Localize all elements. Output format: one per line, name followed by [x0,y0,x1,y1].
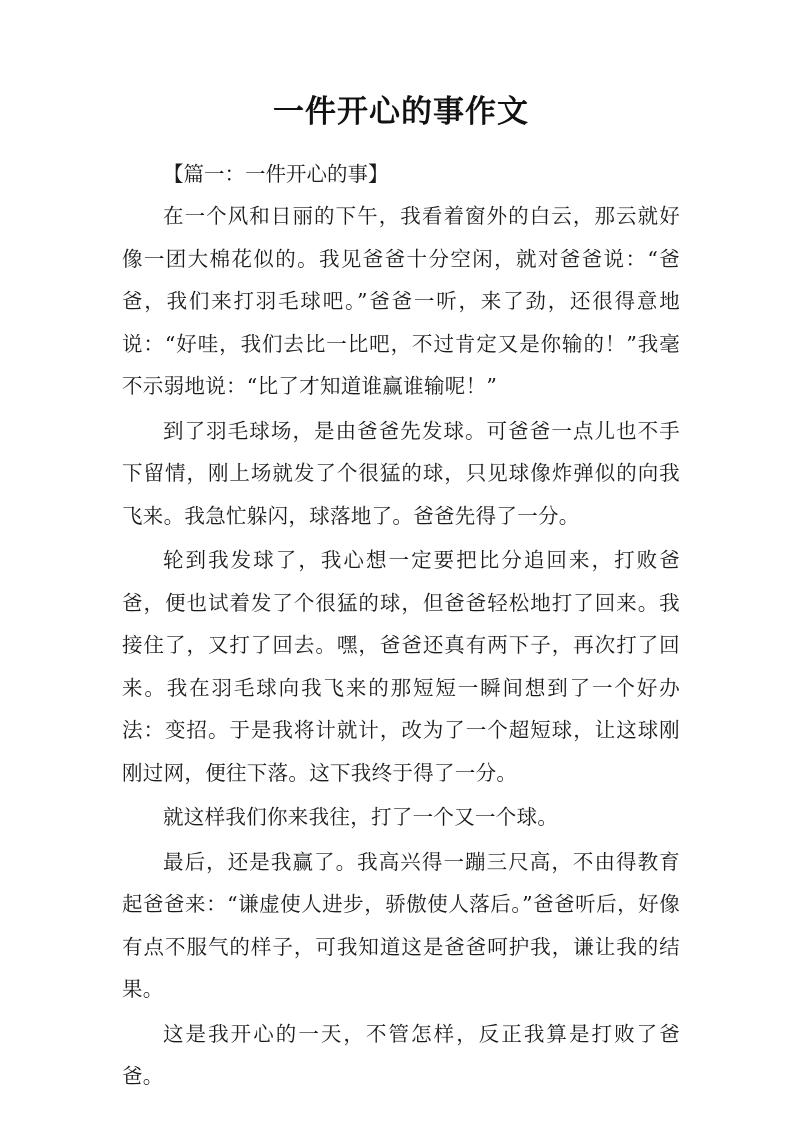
paragraph-3: 轮到我发球了，我心想一定要把比分追回来，打败爸爸，便也试着发了个很猛的球，但爸爸轻松地打了回来。我接住了，又打了回去。嘿，爸爸还真有两下子，再次打了回来。我在羽毛球向我飞来的那短短一瞬间想到了一个好办法：变招。于是我将计就计，改为了一个超短球，让这球刚刚过网，便往下落。这下我终于得了一分。 [122,548,680,785]
document-title: 一件开心的事作文 [273,94,529,130]
paragraph-1: 在一个风和日丽的下午，我看着窗外的白云，那云就好像一团大棉花似的。我见爸爸十分空闲，就对爸爸说：“爸爸，我们来打羽毛球吧。”爸爸一听，来了劲，还很得意地说：“好哇，我们去比一比吧，不过肯定又是你输的！”我毫不示弱地说：“比了才知道谁赢谁输呢！” [122,204,680,398]
section-heading: 【篇一：一件开心的事】 [163,162,389,186]
document-page [122,92,680,1098]
paragraph-5: 最后，还是我赢了。我高兴得一蹦三尺高，不由得教育起爸爸来：“谦虚使人进步，骄傲使人落后。”爸爸听后，好像有点不服气的样子，可我知道这是爸爸呵护我，谦让我的结果。 [122,849,680,1001]
paragraph-4: 就这样我们你来我往，打了一个又一个球。 [163,805,559,829]
paragraph-2: 到了羽毛球场，是由爸爸先发球。可爸爸一点儿也不手下留情，刚上场就发了个很猛的球，只见球像炸弹似的向我飞来。我急忙躲闪，球落地了。爸爸先得了一分。 [122,418,680,528]
paragraph-6: 这是我开心的一天，不管怎样，反正我算是打败了爸爸。 [122,1021,680,1088]
